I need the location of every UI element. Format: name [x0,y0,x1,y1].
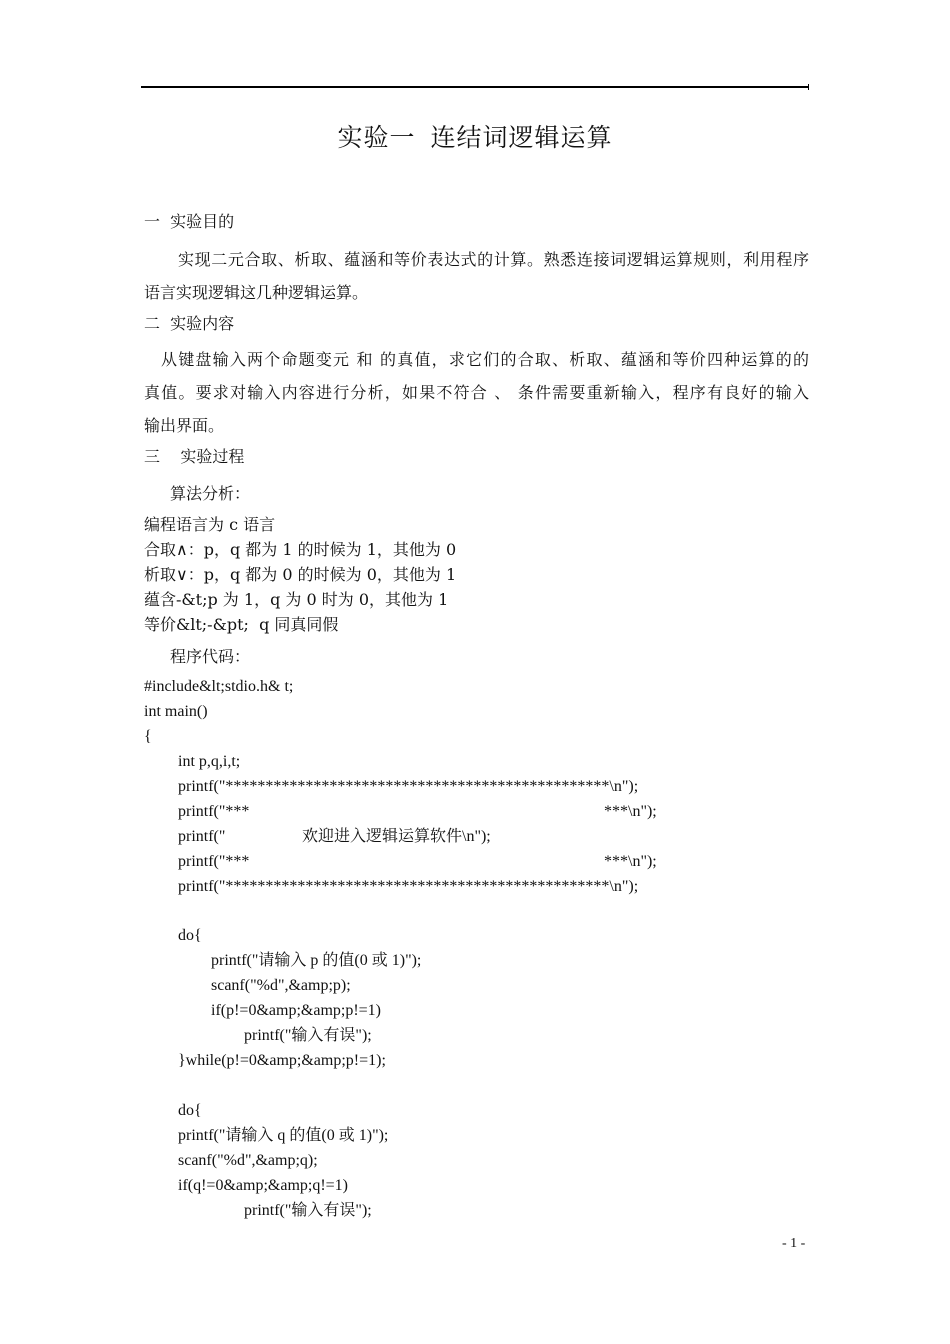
code-line-5: printf("************************************************\n"); [178,778,639,795]
algorithm-line-1: 编程语言为 c 语言 [144,515,276,534]
algorithm-line-4: 蕴含-&t;p 为 1，q 为 0 时为 0，其他为 1 [144,590,449,609]
purpose-paragraph-line2: 语言实现逻辑这几种逻辑运算。 [144,283,369,302]
section-heading-process: 三 实验过程 [144,447,245,466]
code-line-16: do{ [178,1102,202,1119]
code-line-14: printf("输入有误"); [244,1027,372,1044]
code-line-18: scanf("%d",&amp;q); [178,1152,318,1169]
header-rule [141,86,809,88]
code-line-6-right: ***\n"); [604,803,657,820]
algorithm-line-3: 析取∨：p，q 都为 0 的时候为 0，其他为 1 [144,565,457,584]
algorithm-line-5: 等价&lt;-&pt; q 同真同假 [144,615,339,634]
code-line-9: printf("************************************************\n"); [178,878,639,895]
code-line-12: scanf("%d",&amp;p); [211,977,351,994]
code-line-4: int p,q,i,t; [178,753,241,770]
code-line-1: #include&lt;stdio.h& t; [144,678,294,695]
code-label: 程序代码： [170,647,251,666]
code-line-6-left: printf("*** [178,803,250,820]
code-line-3: { [144,728,152,745]
section-heading-content: 二 实验内容 [144,314,235,333]
algorithm-label: 算法分析： [170,484,251,503]
code-line-8-right: ***\n"); [604,853,657,870]
code-line-7-right: 欢迎进入逻辑运算软件\n"); [302,828,491,845]
code-line-15: }while(p!=0&amp;&amp;p!=1); [178,1052,386,1069]
code-line-17: printf("请输入 q 的值(0 或 1)"); [178,1127,389,1144]
page-title: 实验一 连结词逻辑运算 [337,123,613,152]
purpose-paragraph-line1: 实现二元合取、析取、蕴涵和等价表达式的计算。熟悉连接词逻辑运算规则，利用程序 [178,250,809,269]
code-line-11: printf("请输入 p 的值(0 或 1)"); [211,952,422,969]
code-line-8-left: printf("*** [178,853,250,870]
code-line-2: int main() [144,703,208,720]
header-rule-tick [808,84,809,90]
algorithm-line-2: 合取∧：p，q 都为 1 的时候为 1，其他为 0 [144,540,457,559]
code-line-20: printf("输入有误"); [244,1202,372,1219]
code-line-13: if(p!=0&amp;&amp;p!=1) [211,1002,382,1019]
code-line-7-left: printf(" [178,828,226,845]
code-line-19: if(q!=0&amp;&amp;q!=1) [178,1177,349,1194]
content-paragraph-line2: 真值。要求对输入内容进行分析，如果不符合 、 条件需要重新输入，程序有良好的输入 [144,383,809,402]
code-line-10: do{ [178,927,202,944]
content-paragraph-line3: 输出界面。 [144,416,225,435]
page-number: - 1 - [782,1236,806,1251]
content-paragraph-line1: 从键盘输入两个命题变元 和 的真值，求它们的合取、析取、蕴涵和等价四种运算的的 [161,350,809,369]
section-heading-purpose: 一 实验目的 [144,212,235,231]
